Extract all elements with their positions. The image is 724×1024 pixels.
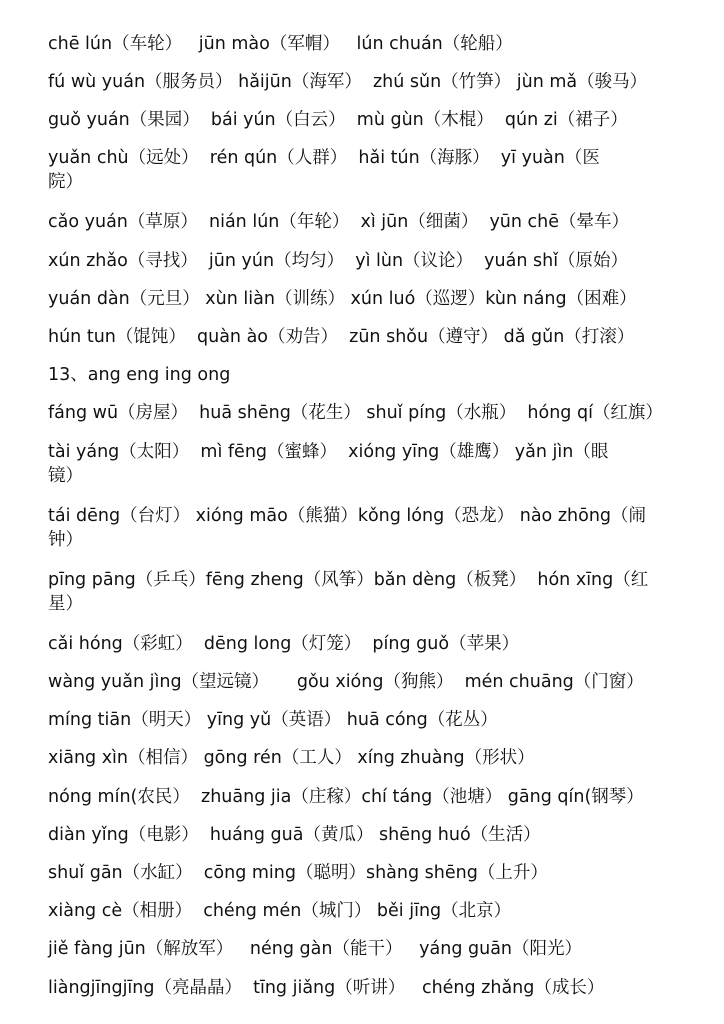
- text-line: guǒ yuán（果园） bái yún（白云） mù gùn（木棍） qún zi（裙子）: [48, 110, 628, 130]
- text-line: yuán dàn（元旦） xùn liàn（训练） xún luó（巡逻）kùn náng（困难）: [48, 289, 637, 309]
- text-line: tái dēng（台灯） xióng māo（熊猫）kǒng lóng（恐龙） nào zhōng（闹 钟）: [48, 506, 647, 550]
- text-line: diàn yǐng（电影） huáng guā（黄瓜） shēng huó（生活）: [48, 825, 541, 845]
- text-line: fáng wū（房屋） huā shēng（花生） shuǐ píng（水瓶） hóng qí（红旗）: [48, 403, 663, 423]
- text-line: nóng mín(农民） zhuāng jia（庄稼）chí táng（池塘） gāng qín(钢琴）: [48, 787, 644, 807]
- text-line: shuǐ gān（水缸） cōng ming（聪明）shàng shēng（上升）: [48, 863, 548, 883]
- text-line: míng tiān（明天） yīng yǔ（英语） huā cóng（花丛）: [48, 710, 498, 730]
- text-line: hún tun（馄饨） quàn ào（劝告） zūn shǒu（遵守） dǎ gǔn（打滚）: [48, 327, 635, 347]
- text-line: cǎi hóng（彩虹） dēng long（灯笼） píng guǒ（苹果）: [48, 634, 520, 654]
- text-line: tài yáng（太阳） mì fēng（蜜蜂） xióng yīng（雄鹰） yǎn jìn（眼 镜）: [48, 442, 609, 486]
- text-line: liàngjīngjīng（亮晶晶） tīng jiǎng（听讲） chéng zhǎng（成长）: [48, 978, 605, 998]
- text-line: wàng yuǎn jìng（望远镜） gǒu xióng（狗熊） mén chuāng（门窗）: [48, 672, 644, 692]
- text-line: yuǎn chù（远处） rén qún（人群） hǎi tún（海豚） yī yuàn（医 院）: [48, 148, 600, 192]
- text-line: jiě fàng jūn（解放军） néng gàn（能干） yáng guān（阳光）: [48, 939, 583, 959]
- text-line: xiàng cè（相册） chéng mén（城门） běi jīng（北京）: [48, 901, 512, 921]
- text-line: fú wù yuán（服务员） hǎijūn（海军） zhú sǔn（竹笋） jùn mǎ（骏马）: [48, 72, 648, 92]
- text-line: cǎo yuán（草原） nián lún（年轮） xì jūn（细菌） yūn chē（晕车）: [48, 212, 630, 232]
- text-line: xún zhǎo（寻找） jūn yún（均匀） yì lùn（议论） yuán shǐ（原始）: [48, 251, 629, 271]
- section-heading: 13、ang eng ing ong: [48, 365, 231, 385]
- text-line: xiāng xìn（相信） gōng rén（工人） xíng zhuàng（形状）: [48, 748, 535, 768]
- text-line: pīng pāng（乒乓）fēng zheng（风筝）bǎn dèng（板凳） hón xīng（红 星）: [48, 570, 649, 614]
- text-line: chē lún（车轮） jūn mào（军帽） lún chuán（轮船）: [48, 34, 513, 54]
